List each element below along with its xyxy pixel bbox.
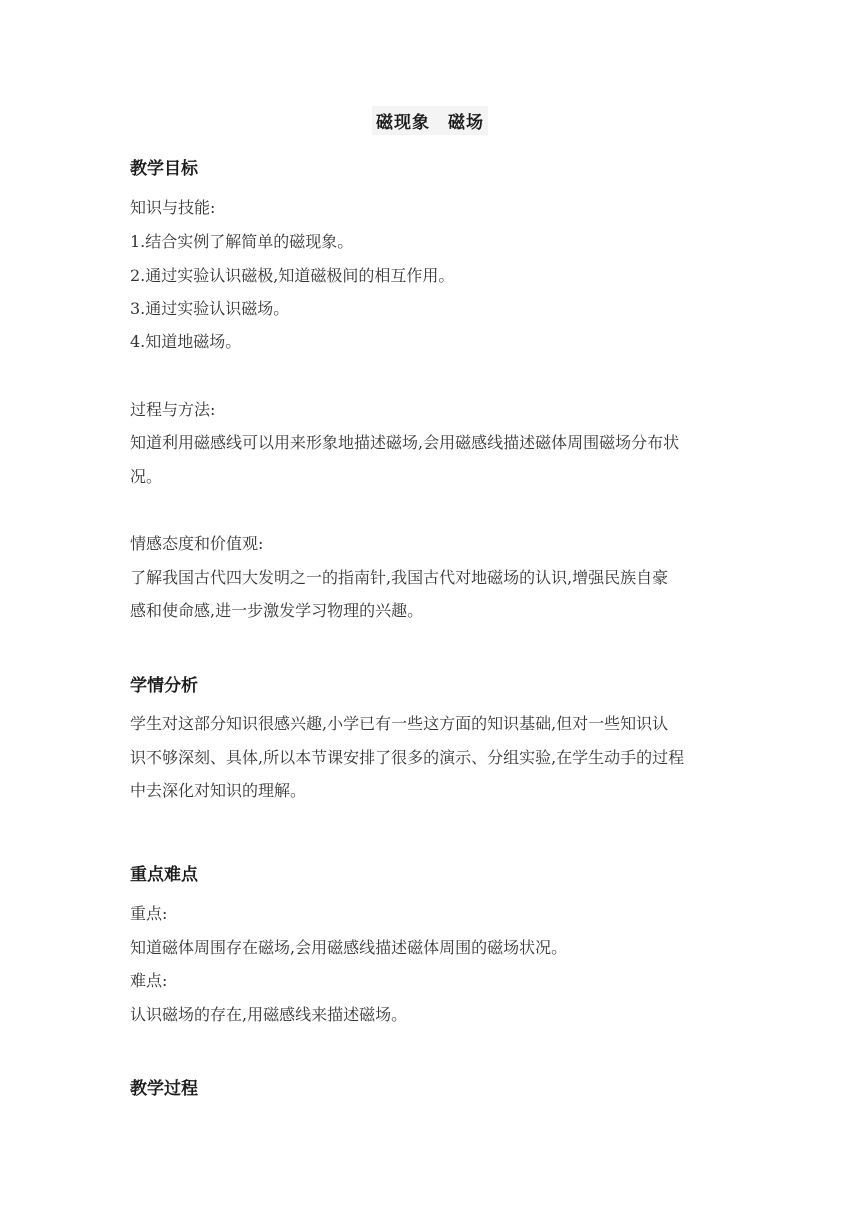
analysis-line: 学生对这部分知识很感兴趣,小学已有一些这方面的知识基础,但对一些知识认 bbox=[130, 714, 669, 733]
title-wrapper bbox=[0, 106, 860, 135]
document-title: 磁现象 磁场 bbox=[372, 106, 488, 135]
process-line: 况。 bbox=[130, 467, 163, 486]
difficulty-label: 难点: bbox=[130, 971, 168, 990]
knowledge-item: 2.通过实验认识磁极,知道磁极间的相互作用。 bbox=[130, 266, 455, 285]
emotion-label: 情感态度和价值观: bbox=[130, 534, 264, 553]
section-heading-process: 教学过程 bbox=[130, 1079, 198, 1099]
focus-text: 知道磁体周围存在磁场,会用磁感线描述磁体周围的磁场状况。 bbox=[130, 938, 568, 957]
analysis-line: 识不够深刻、具体,所以本节课安排了很多的演示、分组实验,在学生动手的过程 bbox=[130, 748, 685, 767]
section-heading-goals: 教学目标 bbox=[130, 159, 198, 179]
section-heading-analysis: 学情分析 bbox=[130, 676, 198, 696]
analysis-line: 中去深化对知识的理解。 bbox=[130, 781, 307, 800]
knowledge-item: 1.结合实例了解简单的磁现象。 bbox=[130, 232, 354, 251]
section-heading-key-points: 重点难点 bbox=[130, 865, 198, 885]
knowledge-item: 3.通过实验认识磁场。 bbox=[130, 299, 290, 318]
knowledge-label: 知识与技能: bbox=[130, 198, 216, 217]
process-line: 知道利用磁感线可以用来形象地描述磁场,会用磁感线描述磁体周围磁场分布状 bbox=[130, 433, 680, 452]
emotion-line: 了解我国古代四大发明之一的指南针,我国古代对地磁场的认识,增强民族自豪 bbox=[130, 568, 669, 587]
focus-label: 重点: bbox=[130, 904, 168, 923]
difficulty-text: 认识磁场的存在,用磁感线来描述磁场。 bbox=[130, 1005, 408, 1024]
emotion-line: 感和使命感,进一步激发学习物理的兴趣。 bbox=[130, 601, 424, 620]
process-label: 过程与方法: bbox=[130, 400, 216, 419]
knowledge-item: 4.知道地磁场。 bbox=[130, 332, 242, 351]
